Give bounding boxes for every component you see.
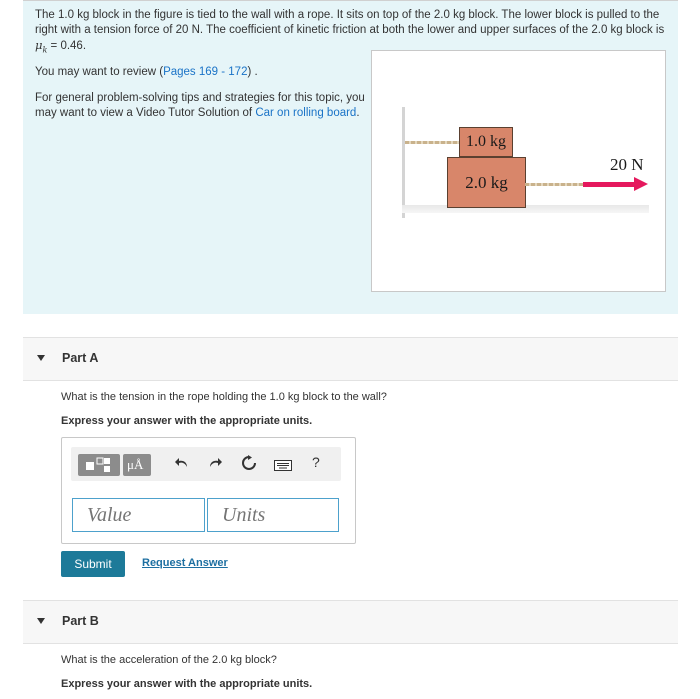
templates-icon[interactable]	[78, 454, 120, 476]
answer-box	[61, 437, 356, 544]
part-a-instruction: Express your answer with the appropriate units.	[61, 415, 313, 427]
units-icon[interactable]	[123, 454, 151, 476]
problem-text: The 1.0 kg block in the figure is tied to the wall with a rope. It sits on top of the 2.0 kg block. The lower block is pulled to the right with a tension force of 20 N. The coefficient of kinetic friction at both the lower and upper surfaces of the 2.0 kg block is	[35, 9, 665, 36]
wall-rope	[405, 141, 459, 144]
keyboard-icon[interactable]	[274, 458, 292, 476]
tips-suffix: .	[356, 107, 360, 119]
mu-subscript: k	[42, 45, 48, 55]
review-suffix: ) .	[247, 66, 258, 78]
units-button-label: μÅ	[127, 457, 144, 472]
mu-value: = 0.46.	[47, 40, 87, 52]
tips-paragraph	[35, 91, 365, 121]
part-a-header[interactable]	[23, 337, 678, 381]
tips-text: For general problem-solving tips and strategies for this topic, you may want to view a Video Tutor Solution of	[35, 92, 365, 119]
request-answer-link[interactable]: Request Answer	[142, 557, 228, 569]
upper-block-label: 1.0 kg	[466, 133, 506, 150]
mu-symbol: μ	[35, 38, 43, 52]
force-arrow-line	[583, 182, 638, 187]
lower-block	[447, 157, 526, 208]
part-b-title: Part B	[62, 614, 99, 628]
caret-down-icon[interactable]	[37, 618, 45, 624]
caret-down-icon[interactable]	[37, 355, 45, 361]
review-pages-link[interactable]: Pages 169 - 172	[163, 66, 248, 78]
part-a-title: Part A	[62, 351, 99, 365]
wall	[402, 107, 405, 218]
part-b-question: What is the acceleration of the 2.0 kg block?	[61, 654, 277, 666]
force-arrow-head	[634, 177, 648, 191]
value-input[interactable]	[72, 498, 205, 532]
redo-icon[interactable]	[208, 456, 222, 475]
force-label: 20 N	[610, 155, 644, 174]
review-prefix: You may want to review (	[35, 66, 164, 78]
part-a-question: What is the tension in the rope holding the 1.0 kg block to the wall?	[61, 391, 387, 403]
upper-block	[459, 127, 513, 157]
part-b-instruction: Express your answer with the appropriate units.	[61, 678, 313, 690]
video-tutor-link[interactable]: Car on rolling board	[255, 107, 357, 119]
reset-icon[interactable]	[241, 455, 257, 476]
undo-icon[interactable]	[175, 456, 189, 475]
part-b-header[interactable]	[23, 600, 678, 644]
lower-block-label: 2.0 kg	[465, 172, 508, 192]
math-toolbar	[71, 447, 341, 481]
submit-button[interactable]: Submit	[61, 551, 125, 577]
problem-intro	[23, 0, 678, 314]
units-input[interactable]	[207, 498, 339, 532]
physics-figure	[371, 50, 666, 292]
help-icon[interactable]: ?	[312, 454, 320, 470]
pull-rope	[525, 183, 583, 186]
review-line	[35, 65, 258, 80]
